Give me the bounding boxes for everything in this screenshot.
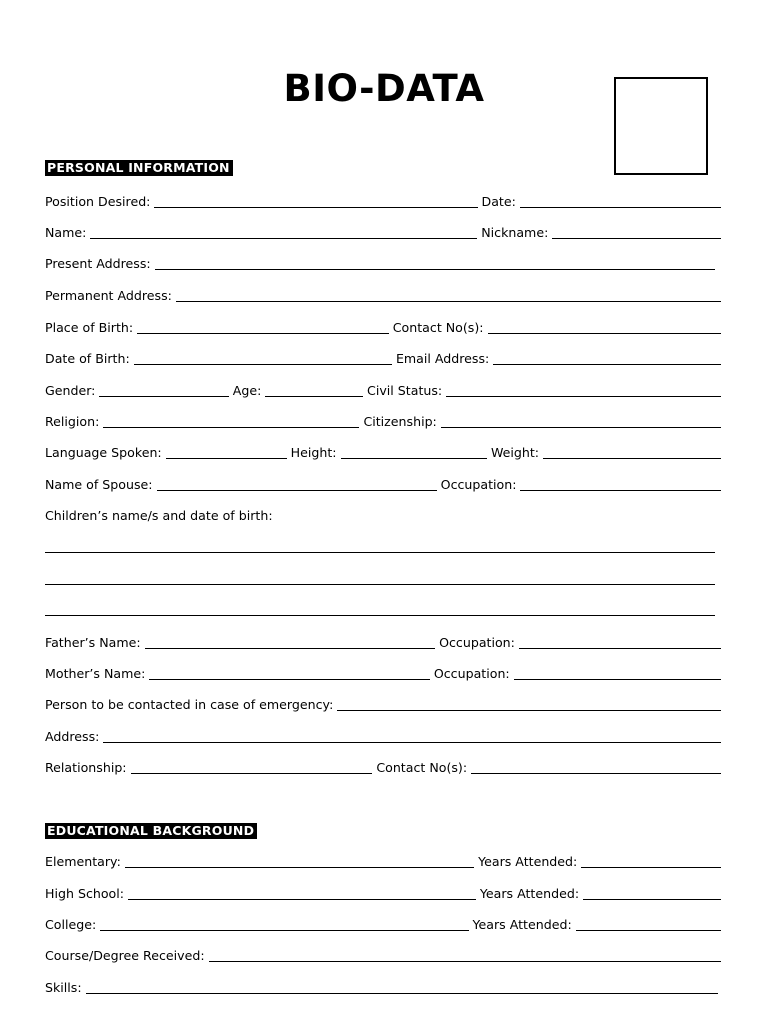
relationship-field[interactable] — [131, 773, 373, 774]
age-field[interactable] — [265, 396, 363, 397]
mother-occupation-field[interactable] — [514, 679, 721, 680]
gender-label: Gender: — [45, 383, 96, 398]
present-address-field[interactable] — [155, 269, 715, 270]
email-address-field[interactable] — [493, 364, 721, 365]
father-occupation-field[interactable] — [519, 648, 721, 649]
row-elementary — [45, 852, 721, 870]
date-field[interactable] — [520, 207, 721, 208]
citizenship-field[interactable] — [441, 427, 721, 428]
relationship-label: Relationship: — [45, 760, 127, 775]
civil-status-label: Civil Status: — [367, 383, 443, 398]
row-language-height-weight — [45, 443, 721, 461]
spouse-occupation-label: Occupation: — [440, 477, 517, 492]
emergency-contact-label: Person to be contacted in case of emergency: — [45, 697, 334, 712]
high-school-label: High School: — [45, 886, 124, 901]
emergency-contact-nos-field[interactable] — [471, 773, 721, 774]
section-heading-education: EDUCATIONAL BACKGROUND — [45, 823, 257, 839]
religion-label: Religion: — [45, 414, 100, 429]
skills-field[interactable] — [86, 993, 718, 994]
present-address-label: Present Address: — [45, 256, 151, 271]
course-degree-label: Course/Degree Received: — [45, 948, 205, 963]
row-date-of-birth-email — [45, 349, 721, 367]
permanent-address-label: Permanent Address: — [45, 288, 172, 303]
language-spoken-field[interactable] — [166, 458, 287, 459]
children-label: Children’s name/s and date of birth: — [45, 508, 273, 523]
row-religion-citizenship — [45, 412, 721, 430]
row-high-school — [45, 884, 721, 902]
emergency-address-field[interactable] — [103, 742, 721, 743]
nickname-label: Nickname: — [481, 225, 549, 240]
elementary-field[interactable] — [125, 867, 474, 868]
row-emergency-address — [45, 727, 721, 745]
date-label: Date: — [481, 194, 516, 209]
row-position-date — [45, 192, 721, 210]
email-address-label: Email Address: — [395, 351, 490, 366]
row-college — [45, 915, 721, 933]
name-of-spouse-label: Name of Spouse: — [45, 477, 153, 492]
contact-nos-label: Contact No(s): — [392, 320, 484, 335]
elementary-years-label: Years Attended: — [478, 854, 578, 869]
mothers-name-field[interactable] — [149, 679, 429, 680]
children-line-2[interactable] — [45, 584, 715, 585]
row-father — [45, 633, 721, 651]
civil-status-field[interactable] — [446, 396, 721, 397]
mothers-name-label: Mother’s Name: — [45, 666, 146, 681]
row-course-degree — [45, 946, 721, 964]
row-permanent-address — [45, 286, 721, 304]
fathers-name-field[interactable] — [145, 648, 435, 649]
weight-field[interactable] — [543, 458, 721, 459]
father-occupation-label: Occupation: — [439, 635, 515, 650]
row-name-nickname — [45, 223, 721, 241]
emergency-contact-nos-label: Contact No(s): — [376, 760, 468, 775]
place-of-birth-label: Place of Birth: — [45, 320, 134, 335]
college-field[interactable] — [100, 930, 468, 931]
document-title: BIO-DATA — [283, 67, 485, 110]
high-school-years-field[interactable] — [583, 899, 721, 900]
children-line-1[interactable] — [45, 552, 715, 553]
skills-label: Skills: — [45, 980, 82, 995]
fathers-name-label: Father’s Name: — [45, 635, 141, 650]
high-school-years-label: Years Attended: — [479, 886, 580, 901]
row-emergency-contact — [45, 695, 721, 713]
name-of-spouse-field[interactable] — [157, 490, 437, 491]
elementary-years-field[interactable] — [581, 867, 721, 868]
children-line-3[interactable] — [45, 615, 715, 616]
high-school-field[interactable] — [128, 899, 476, 900]
date-of-birth-field[interactable] — [134, 364, 392, 365]
emergency-contact-field[interactable] — [337, 710, 721, 711]
emergency-address-label: Address: — [45, 729, 100, 744]
name-label: Name: — [45, 225, 87, 240]
row-spouse-occupation — [45, 475, 721, 493]
nickname-field[interactable] — [552, 238, 721, 239]
photo-box[interactable] — [614, 77, 708, 175]
language-spoken-label: Language Spoken: — [45, 445, 162, 460]
gender-field[interactable] — [99, 396, 228, 397]
row-children — [45, 506, 721, 524]
position-desired-field[interactable] — [154, 207, 477, 208]
section-heading-personal: PERSONAL INFORMATION — [45, 160, 233, 176]
college-label: College: — [45, 917, 97, 932]
name-field[interactable] — [90, 238, 477, 239]
date-of-birth-label: Date of Birth: — [45, 351, 130, 366]
place-of-birth-field[interactable] — [137, 333, 389, 334]
position-desired-label: Position Desired: — [45, 194, 151, 209]
age-label: Age: — [232, 383, 262, 398]
row-relationship-contact — [45, 758, 721, 776]
course-degree-field[interactable] — [209, 961, 721, 962]
contact-nos-field[interactable] — [488, 333, 721, 334]
row-mother — [45, 664, 721, 682]
mother-occupation-label: Occupation: — [433, 666, 510, 681]
height-label: Height: — [290, 445, 337, 460]
college-years-label: Years Attended: — [472, 917, 572, 932]
row-place-of-birth-contact — [45, 318, 721, 336]
citizenship-label: Citizenship: — [363, 414, 437, 429]
elementary-label: Elementary: — [45, 854, 121, 869]
weight-label: Weight: — [490, 445, 540, 460]
college-years-field[interactable] — [576, 930, 721, 931]
permanent-address-field[interactable] — [176, 301, 721, 302]
religion-field[interactable] — [103, 427, 359, 428]
height-field[interactable] — [341, 458, 487, 459]
spouse-occupation-field[interactable] — [520, 490, 721, 491]
row-gender-age-civil-status — [45, 381, 721, 399]
row-skills — [45, 978, 718, 996]
row-present-address — [45, 254, 715, 272]
